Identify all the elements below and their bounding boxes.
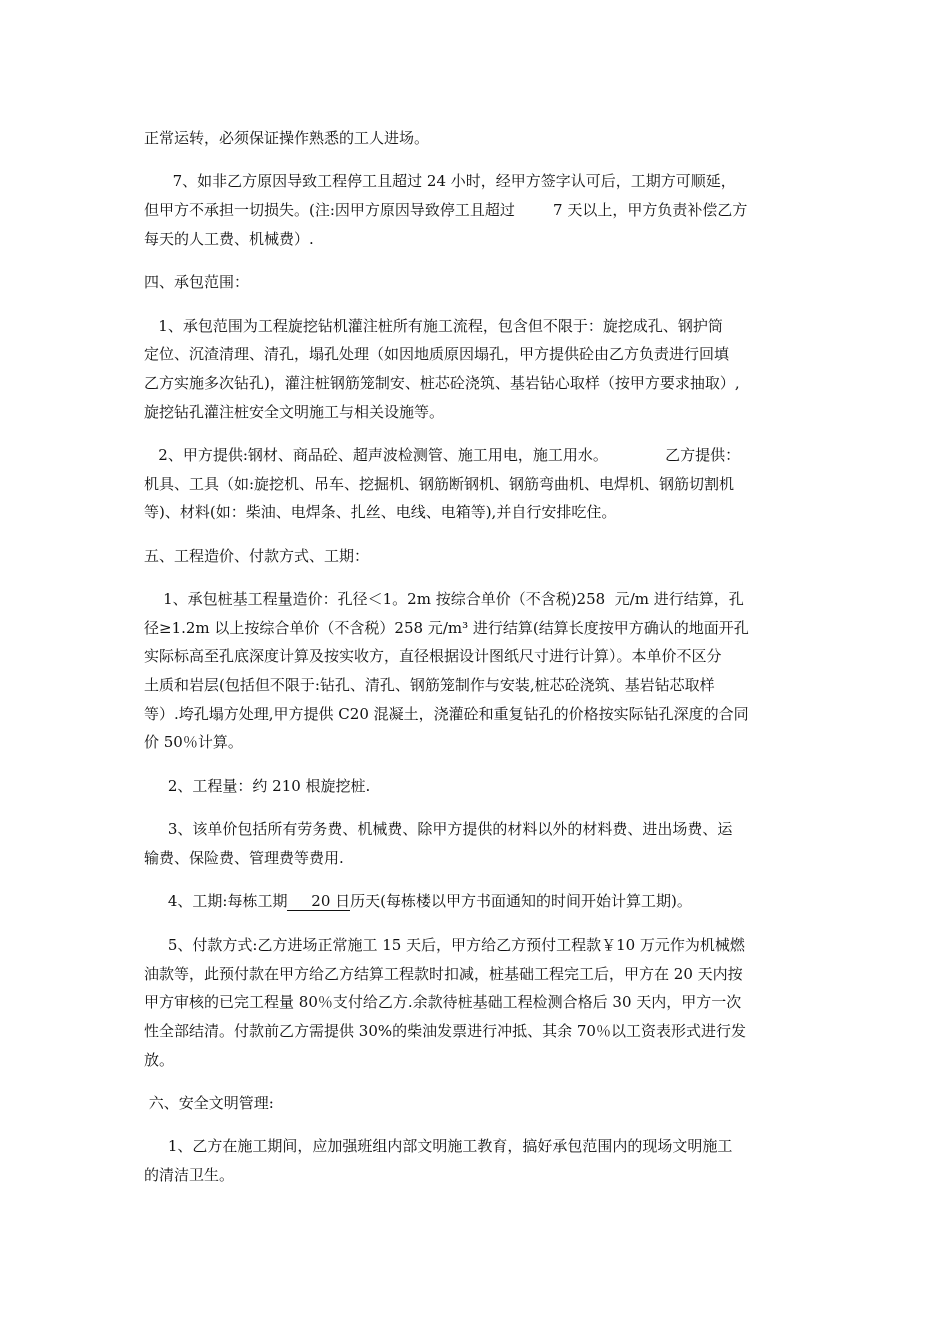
section-5-item-5-line-2: 油款等，此预付款在甲方给乙方结算工程款时扣减，桩基础工程完工后，甲方在 20 天内按	[144, 965, 743, 983]
section-5-item-5-line-3: 甲方审核的已完工程量 80％支付给乙方.余款待桩基础工程检测合格后 30 天内，甲方一次	[144, 993, 742, 1011]
section-4-item-1-line-2: 定位、沉渣清理、清孔，塌孔处理（如因地质原因塌孔，甲方提供砼由乙方负责进行回填	[144, 345, 730, 363]
section-5-item-4	[144, 891, 692, 911]
section-6-heading: 六、安全文明管理:	[144, 1094, 274, 1112]
item-4-suffix: 历天(每栋楼以甲方书面通知的时间开始计算工期)。	[350, 892, 692, 910]
item-4-prefix: 4、工期:每栋工期	[144, 892, 288, 910]
section-5-item-1-line-2: 径≥1.2m 以上按综合单价（不含税）258 元/m³ 进行结算(结算长度按甲方确认的地面开孔	[144, 619, 749, 637]
section-6-item-1-line-1: 1、乙方在施工期间，应加强班组内部文明施工教育，搞好承包范围内的现场文明施工	[144, 1137, 733, 1155]
section-5-item-3-line-2: 输费、保险费、管理费等费用.	[144, 849, 344, 867]
section-5-item-5-line-5: 放。	[144, 1051, 175, 1069]
section-5-item-1-line-5: 等）.垮孔塌方处理,甲方提供 C20 混凝土，浇灌砼和重复钻孔的价格按实际钻孔深度的合同	[144, 705, 749, 723]
section-5-item-5-line-4: 性全部结清。付款前乙方需提供 30%的柴油发票进行冲抵、其余 70％以工资表形式进行发	[144, 1022, 746, 1040]
section-4-heading: 四、承包范围：	[144, 273, 250, 291]
section-4-item-2-line-3: 等)、材料(如：柴油、电焊条、扎丝、电线、电箱等),并自行安排吃住。	[144, 503, 617, 521]
section-5-item-3-line-1: 3、该单价包括所有劳务费、机械费、除甲方提供的材料以外的材料费、进出场费、运	[144, 820, 733, 838]
section-5-heading: 五、工程造价、付款方式、工期：	[144, 547, 370, 565]
section-5-item-1-line-1: 1、承包桩基工程量造价：孔径＜1。2m 按综合单价（不含税)258 元/m 进行结算，孔	[144, 590, 744, 608]
section-4-item-2-line-1: 2、甲方提供:钢材、商品砼、超声波检测管、施工用电，施工用水。 乙方提供：	[144, 446, 741, 464]
clause-7-line-1: 7、如非乙方原因导致工程停工且超过 24 小时，经甲方签字认可后，工期方可顺延，	[144, 172, 736, 190]
section-4-item-1-line-1: 1、承包范围为工程旋挖钻机灌注桩所有施工流程，包含但不限于：旋挖成孔、钢护筒	[144, 317, 723, 335]
section-5-item-1-line-4: 土质和岩层(包括但不限于:钻孔、清孔、钢筋笼制作与安装,桩芯砼浇筑、基岩钻芯取样	[144, 676, 715, 694]
section-5-item-2: 2、工程量：约 210 根旋挖桩.	[144, 777, 371, 795]
section-6-item-1-line-2: 的清洁卫生。	[144, 1166, 235, 1184]
section-5-item-1-line-6: 价 50％计算。	[144, 733, 243, 751]
clause-7-line-3: 每天的人工费、机械费）.	[144, 230, 314, 248]
text-line: 正常运转，必须保证操作熟悉的工人进场。	[144, 129, 430, 147]
section-4-item-2-line-2: 机具、工具（如:旋挖机、吊车、挖掘机、钢筋断钢机、钢筋弯曲机、电焊机、钢筋切割机	[144, 475, 735, 493]
item-4-duration: 20 日	[287, 892, 351, 910]
section-4-item-1-line-3: 乙方实施多次钻孔)，灌注桩钢筋笼制安、桩芯砼浇筑、基岩钻心取样（按甲方要求抽取）,	[144, 374, 740, 392]
section-4-item-1-line-4: 旋挖钻孔灌注桩安全文明施工与相关设施等。	[144, 403, 445, 421]
section-5-item-1-line-3: 实际标高至孔底深度计算及按实收方，直径根据设计图纸尺寸进行计算）。本单价不区分	[144, 647, 722, 665]
section-5-item-5-line-1: 5、付款方式:乙方进场正常施工 15 天后，甲方给乙方预付工程款￥10 万元作为机械燃	[144, 936, 745, 954]
clause-7-line-2: 但甲方不承担一切损失。(注:因甲方原因导致停工且超过 7 天以上，甲方负责补偿乙方	[144, 201, 748, 219]
